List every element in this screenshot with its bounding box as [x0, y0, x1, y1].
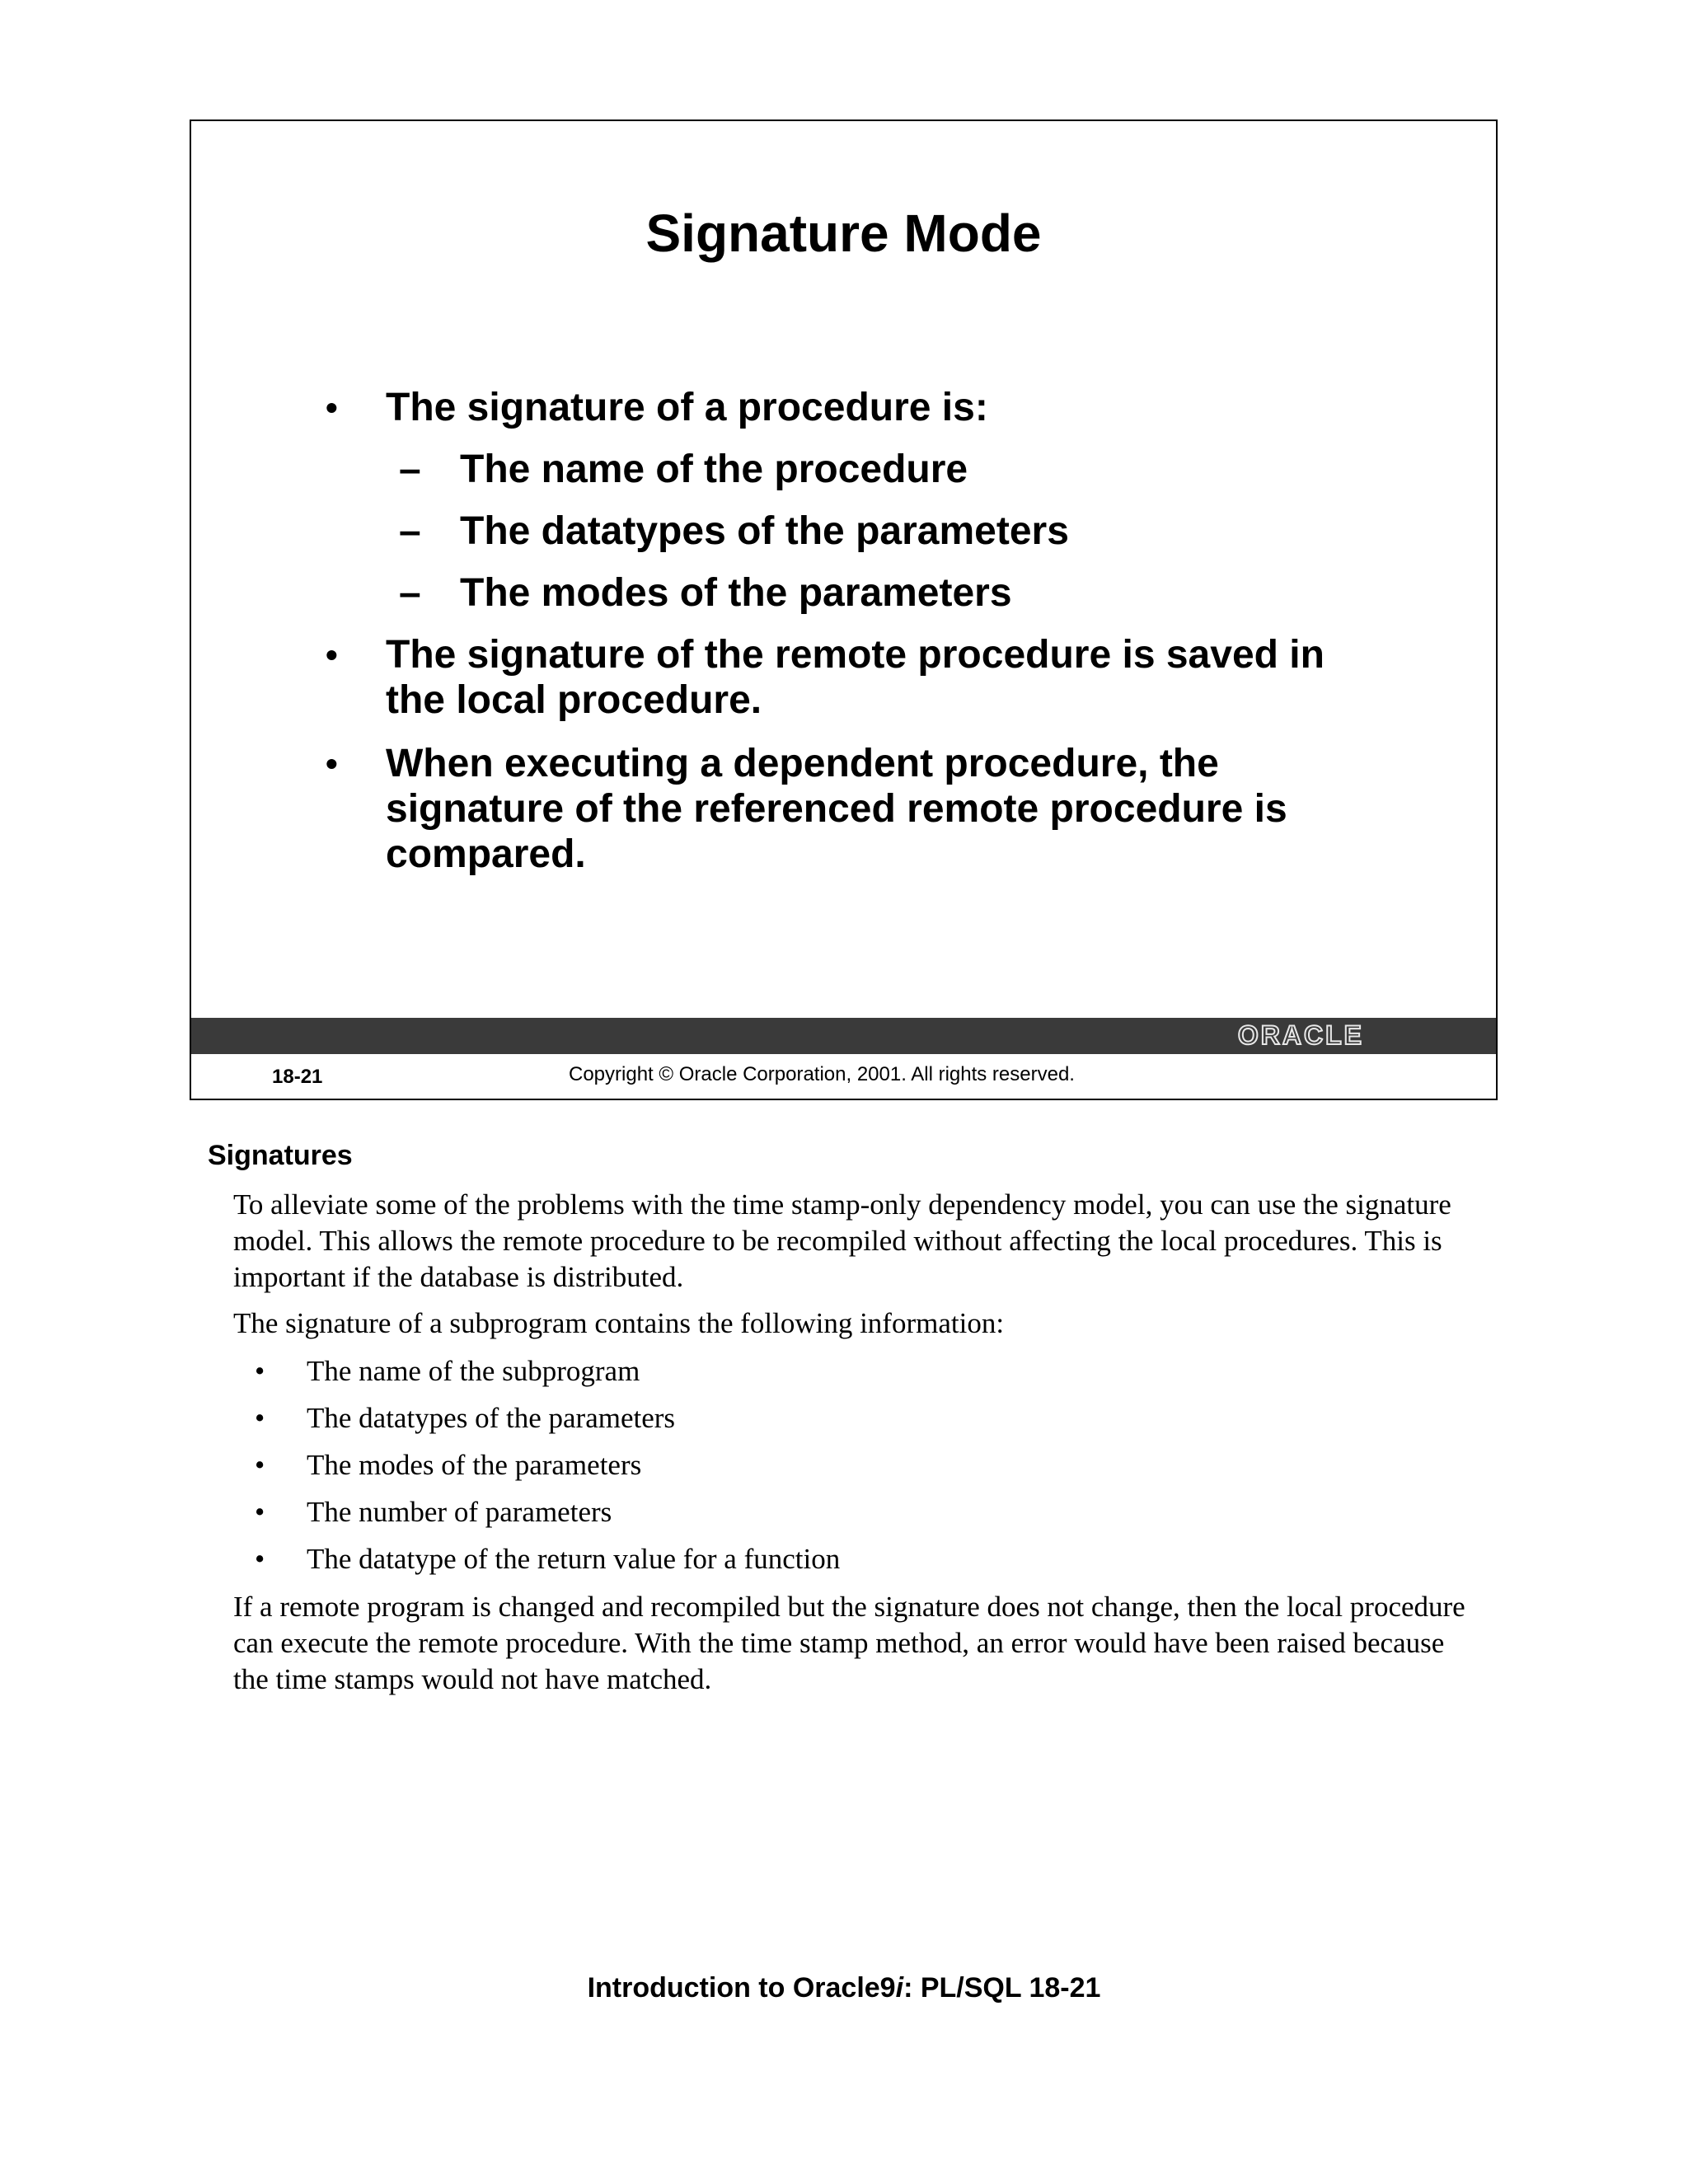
bullet-icon: •: [255, 1402, 265, 1434]
bullet-icon: •: [255, 1496, 265, 1528]
oracle-logo: ORACLE: [1237, 1020, 1364, 1050]
notes-paragraph-2: The signature of a subprogram contains the following information:: [233, 1307, 1005, 1339]
page-footer-italic: i: [895, 1972, 904, 2004]
slide: [190, 120, 1498, 1100]
copyright-notice: Copyright © Oracle Corporation, 2001. All rights reserved.: [569, 1063, 1075, 1085]
bullet-icon: •: [255, 1449, 265, 1481]
notes-heading: Signatures: [208, 1140, 353, 1171]
bullet-icon: •: [255, 1543, 265, 1575]
slide-bullet-2: The signature of the remote procedure is saved in the local procedure.: [386, 633, 1325, 722]
bullet-icon: •: [326, 388, 338, 427]
dash-icon: –: [399, 571, 421, 615]
notes-list-item: The datatypes of the parameters: [307, 1402, 676, 1434]
notes-list-item: The number of parameters: [307, 1496, 612, 1528]
slide-bullet-list: [191, 121, 1496, 1099]
bullet-icon: •: [255, 1355, 265, 1387]
page-footer: [0, 1970, 1688, 2006]
dash-icon: –: [399, 509, 421, 553]
slide-sub-bullet-3: The modes of the parameters: [460, 571, 1012, 615]
notes-list-item: The modes of the parameters: [307, 1449, 642, 1481]
page-footer-suffix: : PL/SQL 18-21: [903, 1972, 1101, 2004]
slide-sub-bullet-2: The datatypes of the parameters: [460, 509, 1069, 553]
notes-list-item: The name of the subprogram: [307, 1355, 640, 1387]
notes-paragraph-3: If a remote program is changed and recompiled but the signature does not change, then the local procedure can execute the remote procedure. With the time stamp method, an error would have been raised because the time stamps would not have matched.: [233, 1591, 1465, 1695]
notes-paragraph-1: To alleviate some of the problems with the time stamp-only dependency model, you can use the signature model. This allows the remote procedure to be recompiled without affecting the local procedures. This is important if the database is distributed.: [233, 1188, 1451, 1293]
dash-icon: –: [399, 448, 421, 491]
slide-bullet-1: The signature of a procedure is:: [386, 386, 988, 429]
bullet-icon: •: [326, 744, 338, 783]
slide-sub-bullet-1: The name of the procedure: [460, 448, 968, 491]
page-footer-prefix: Introduction to Oracle9: [587, 1972, 896, 2004]
notes-list-item: The datatype of the return value for a function: [307, 1543, 841, 1575]
slide-number: 18-21: [272, 1066, 323, 1088]
slide-title: Signature Mode: [645, 204, 1042, 263]
slide-bullet-3: When executing a dependent procedure, the signature of the referenced remote procedure is compared.: [386, 742, 1287, 876]
bullet-icon: •: [326, 635, 338, 674]
slide-footer-bar: [191, 1018, 1496, 1054]
